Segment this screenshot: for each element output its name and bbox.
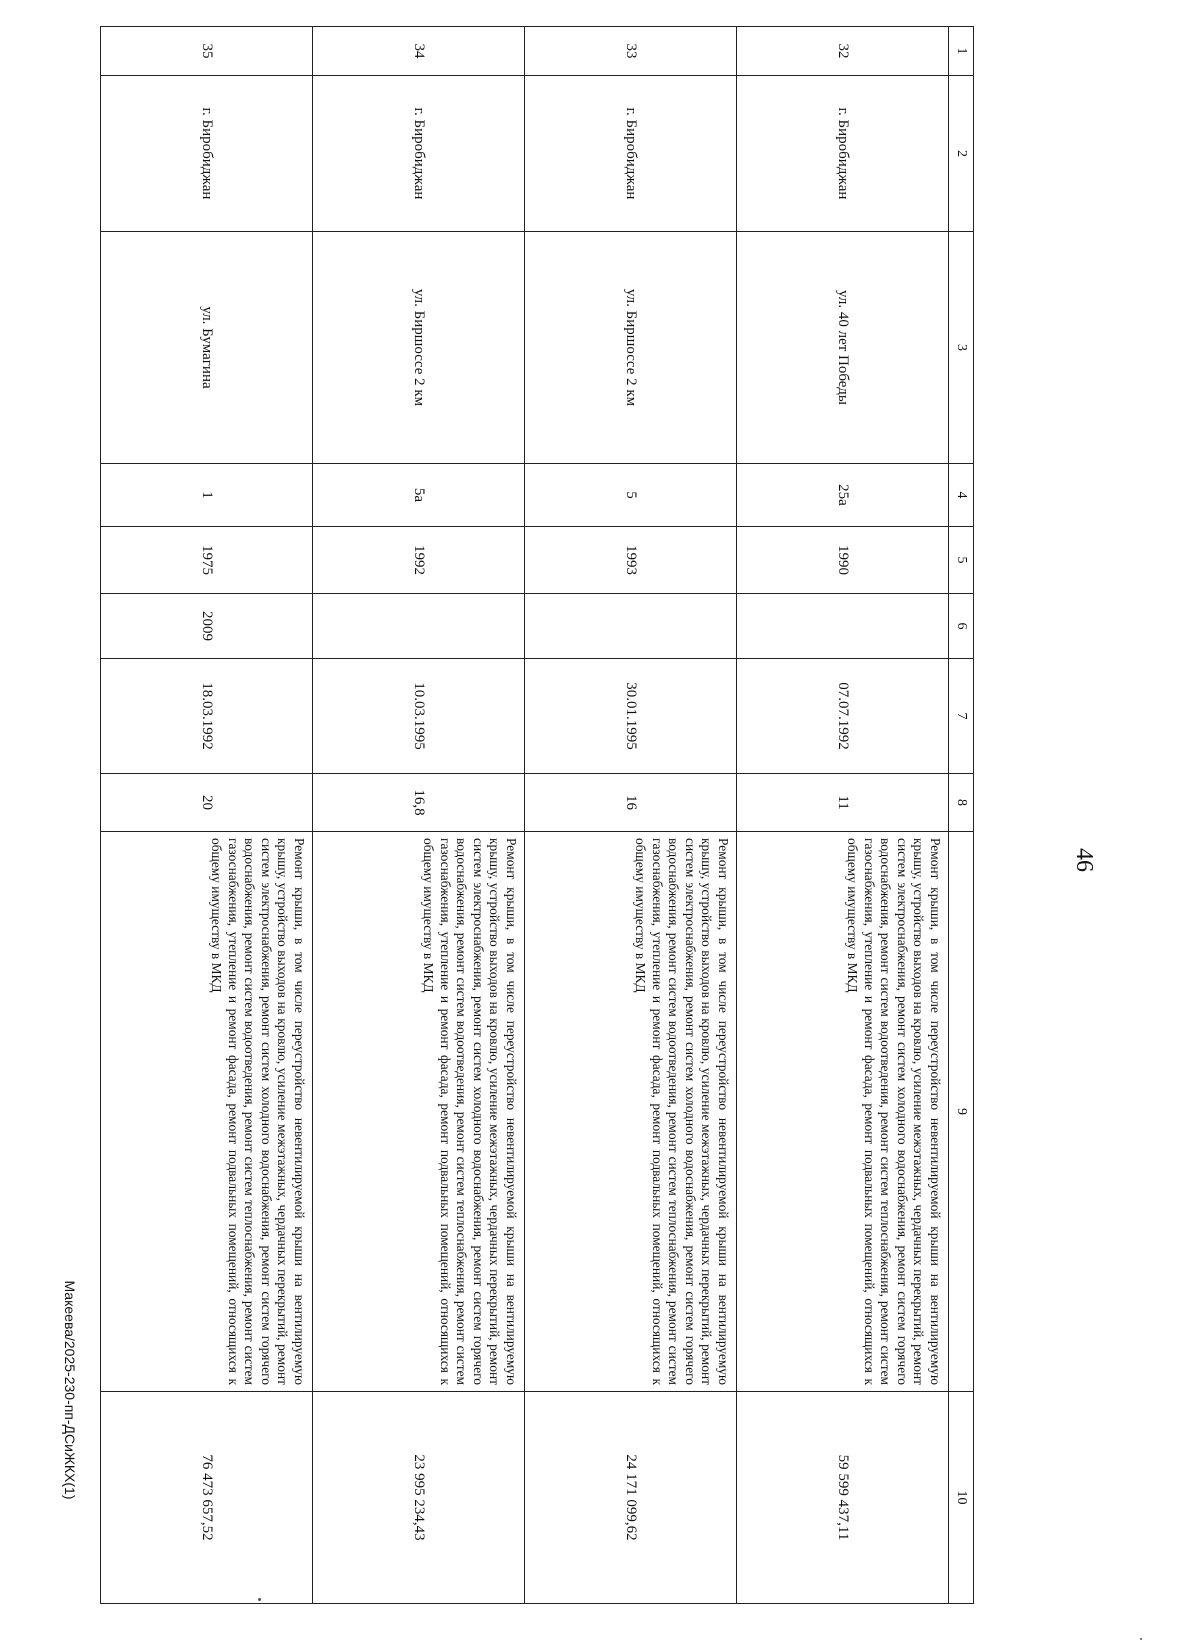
column-number: 3 xyxy=(949,232,974,464)
street-cell: ул. Биршоссе 2 км xyxy=(525,232,737,464)
column-number: 2 xyxy=(949,76,974,232)
city-cell: г. Биробиджан xyxy=(525,76,737,232)
row-number: 32 xyxy=(737,27,949,76)
year-built-cell: 1993 xyxy=(525,527,737,594)
year-extra-cell xyxy=(737,594,949,659)
works-description-cell: Ремонт крыши, в том числе переустройство невентилируемой крыши на вентилируемую крышу, устройство выходов на кровлю, усиление межэтажных, чердачных перекрытий, ремонт систем электроснабжения, ремонт систем холодного водоснабжения, ремонт систем горячего водоснабжения, ремонт систем водоотведения, ремонт систем теплоснабжения, ремонт систем газоснабжения, утепление и ремонт фасада, ремонт подвальных помещений, относящихся к общему имуществу в МКД xyxy=(525,832,737,1392)
year-built-cell: 1992 xyxy=(313,527,525,594)
column-number: 8 xyxy=(949,774,974,832)
column-number: 7 xyxy=(949,659,974,774)
street-cell: ул. 40 лет Победы xyxy=(737,232,949,464)
works-description-cell: Ремонт крыши, в том числе переустройство невентилируемой крыши на вентилируемую крышу, устройство выходов на кровлю, усиление межэтажных, чердачных перекрытий, ремонт систем электроснабжения, ремонт систем холодного водоснабжения, ремонт систем горячего водоснабжения, ремонт систем водоотведения, ремонт систем теплоснабжения, ремонт систем газоснабжения, утепление и ремонт фасада, ремонт подвальных помещений, относящихся к общему имуществу в МКД xyxy=(101,832,313,1392)
cost-cell: 23 995 234,43 xyxy=(313,1392,525,1604)
street-cell: ул. Бумагина xyxy=(101,232,313,464)
repair-works-table xyxy=(100,26,974,1604)
col8-value-cell: 11 xyxy=(737,774,949,832)
column-number: 10 xyxy=(949,1392,974,1604)
row-number: 34 xyxy=(313,27,525,76)
column-number: 1 xyxy=(949,27,974,76)
row-number: 33 xyxy=(525,27,737,76)
scan-speck xyxy=(1140,1638,1142,1640)
footer-reference-text: Макеева/2025-230-пп-ДСиЖКХ(1) xyxy=(62,1280,78,1500)
date-cell: 07.07.1992 xyxy=(737,659,949,774)
page-number: 46 xyxy=(1071,848,1097,872)
date-cell: 30.01.1995 xyxy=(525,659,737,774)
date-cell: 18.03.1992 xyxy=(101,659,313,774)
col8-value-cell: 16 xyxy=(525,774,737,832)
year-extra-cell: 2009 xyxy=(101,594,313,659)
col8-value-cell: 16,8 xyxy=(313,774,525,832)
house-number-cell: 1 xyxy=(101,464,313,527)
street-cell: ул. Биршоссе 2 км xyxy=(313,232,525,464)
works-description-cell: Ремонт крыши, в том числе переустройство невентилируемой крыши на вентилируемую крышу, устройство выходов на кровлю, усиление межэтажных, чердачных перекрытий, ремонт систем электроснабжения, ремонт систем холодного водоснабжения, ремонт систем горячего водоснабжения, ремонт систем водоотведения, ремонт систем теплоснабжения, ремонт систем газоснабжения, утепление и ремонт фасада, ремонт подвальных помещений, относящихся к общему имуществу в МКД xyxy=(737,832,949,1392)
year-extra-cell xyxy=(313,594,525,659)
table-row xyxy=(313,27,525,1604)
column-number: 5 xyxy=(949,527,974,594)
city-cell: г. Биробиджан xyxy=(313,76,525,232)
house-number-cell: 5 xyxy=(525,464,737,527)
row-number: 35 xyxy=(101,27,313,76)
city-cell: г. Биробиджан xyxy=(737,76,949,232)
date-cell: 10.03.1995 xyxy=(313,659,525,774)
works-description-cell: Ремонт крыши, в том числе переустройство невентилируемой крыши на вентилируемую крышу, устройство выходов на кровлю, усиление межэтажных, чердачных перекрытий, ремонт систем электроснабжения, ремонт систем холодного водоснабжения, ремонт систем горячего водоснабжения, ремонт систем водоотведения, ремонт систем теплоснабжения, ремонт систем газоснабжения, утепление и ремонт фасада, ремонт подвальных помещений, относящихся к общему имуществу в МКД xyxy=(313,832,525,1392)
table-row xyxy=(737,27,949,1604)
year-extra-cell xyxy=(525,594,737,659)
year-built-cell: 1990 xyxy=(737,527,949,594)
table-row xyxy=(101,27,313,1604)
col8-value-cell: 20 xyxy=(101,774,313,832)
house-number-cell: 5а xyxy=(313,464,525,527)
year-built-cell: 1975 xyxy=(101,527,313,594)
city-cell: г. Биробиджан xyxy=(101,76,313,232)
column-number: 4 xyxy=(949,464,974,527)
cost-cell: 76 473 657,52 xyxy=(101,1392,313,1604)
column-number: 6 xyxy=(949,594,974,659)
table-row xyxy=(525,27,737,1604)
column-number: 9 xyxy=(949,832,974,1392)
cost-cell: 24 171 099,62 xyxy=(525,1392,737,1604)
house-number-cell: 25а xyxy=(737,464,949,527)
column-number-row xyxy=(949,27,974,1604)
cost-cell: 59 599 437,11 xyxy=(737,1392,949,1604)
